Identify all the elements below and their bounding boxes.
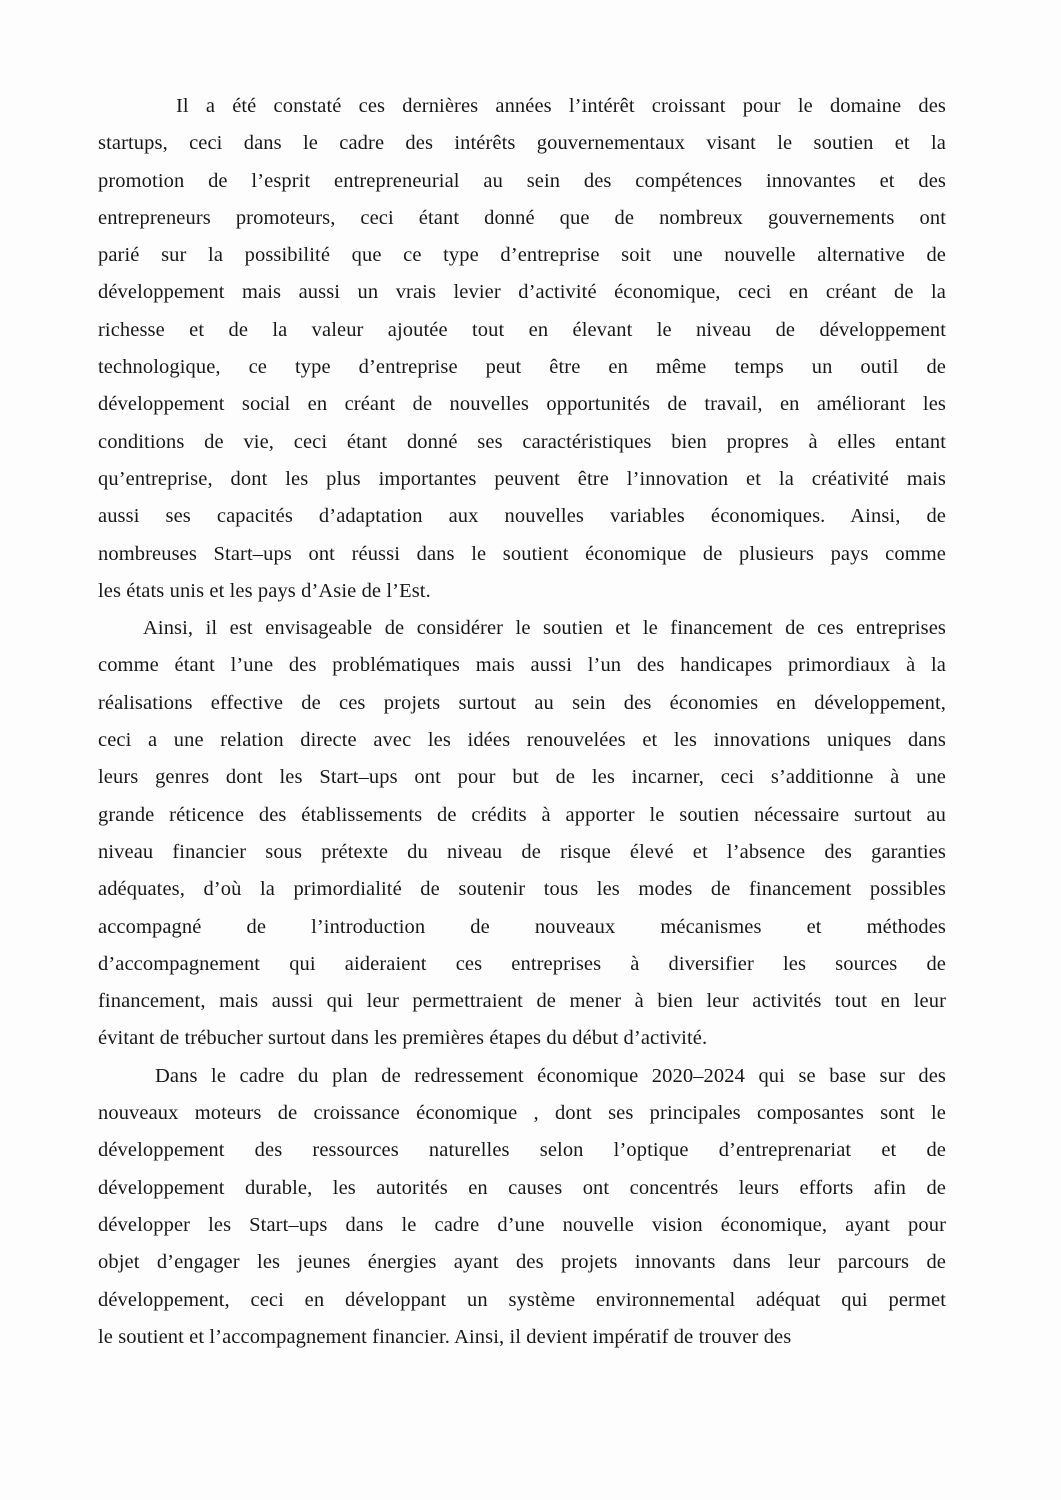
text-line: nouveaux moteurs de croissance économique , dont ses principales composantes sont le (98, 1102, 946, 1125)
text-line: d’accompagnement qui aideraient ces entreprises à diversifier les sources de (98, 952, 946, 975)
text-line: startups, ceci dans le cadre des intérêts gouvernementaux visant le soutien et la (98, 132, 946, 155)
text-line: conditions de vie, ceci étant donné ses caractéristiques bien propres à elles entant (98, 430, 946, 453)
text-line: adéquates, d’où la primordialité de soutenir tous les modes de financement possibles (98, 878, 946, 901)
text-line: développer les Start–ups dans le cadre d’une nouvelle vision économique, ayant pour (98, 1213, 946, 1236)
text-line: parié sur la possibilité que ce type d’entreprise soit une nouvelle alternative de (98, 244, 946, 267)
text-line: technologique, ce type d’entreprise peut être en même temps un outil de (98, 356, 946, 379)
text-line: développement, ceci en développant un système environnemental adéquat qui permet (98, 1288, 946, 1311)
text-line: entrepreneurs promoteurs, ceci étant donné que de nombreux gouvernements ont (98, 206, 946, 229)
paragraph-3 (98, 1058, 946, 1356)
text-line: grande réticence des établissements de crédits à apporter le soutien nécessaire surtout au (98, 803, 946, 826)
text-line: développement social en créant de nouvelles opportunités de travail, en améliorant les (98, 393, 946, 416)
text-line: développement mais aussi un vrais levier d’activité économique, ceci en créant de la (98, 281, 946, 304)
text-line: ceci a une relation directe avec les idées renouvelées et les innovations uniques dans (98, 729, 946, 752)
text-line: objet d’engager les jeunes énergies ayant des projets innovants dans leur parcours de (98, 1251, 946, 1274)
text-line: aussi ses capacités d’adaptation aux nouvelles variables économiques. Ainsi, de (98, 505, 946, 528)
text-line: évitant de trébucher surtout dans les premières étapes du début d’activité. (98, 1027, 708, 1050)
text-line: Il a été constaté ces dernières années l’intérêt croissant pour le domaine des (176, 95, 946, 117)
text-line: leurs genres dont les Start–ups ont pour but de les incarner, ceci s’additionne à une (98, 766, 946, 789)
text-line: accompagné de l’introduction de nouveaux mécanismes et méthodes (98, 915, 946, 938)
text-line: développement des ressources naturelles selon l’optique d’entreprenariat et de (98, 1139, 946, 1162)
text-line: Ainsi, il est envisageable de considérer le soutien et le financement de ces entreprises (143, 617, 946, 640)
paragraph-1 (98, 88, 946, 610)
text-line: comme étant l’une des problématiques mais aussi l’un des handicapes primordiaux à la (98, 654, 946, 677)
text-line: promotion de l’esprit entrepreneurial au sein des compétences innovantes et des (98, 169, 946, 192)
text-block (98, 88, 946, 1356)
text-line: réalisations effective de ces projets surtout au sein des économies en développement, (98, 691, 946, 714)
text-line: nombreuses Start–ups ont réussi dans le soutient économique de plusieurs pays comme (98, 542, 946, 565)
text-line: financement, mais aussi qui leur permettraient de mener à bien leur activités tout en leur (98, 990, 946, 1013)
text-line: richesse et de la valeur ajoutée tout en élevant le niveau de développement (98, 318, 946, 341)
text-line: niveau financier sous prétexte du niveau de risque élevé et l’absence des garanties (98, 840, 946, 863)
paragraph-2 (98, 610, 946, 1058)
text-line: les états unis et les pays d’Asie de l’Est. (98, 579, 431, 602)
text-line: développement durable, les autorités en causes ont concentrés leurs efforts afin de (98, 1176, 946, 1199)
text-line: le soutient et l’accompagnement financier. Ainsi, il devient impératif de trouver des (98, 1325, 792, 1348)
text-line: qu’entreprise, dont les plus importantes peuvent être l’innovation et la créativité mais (98, 467, 946, 490)
text-line: Dans le cadre du plan de redressement économique 2020–2024 qui se base sur des (155, 1064, 946, 1087)
